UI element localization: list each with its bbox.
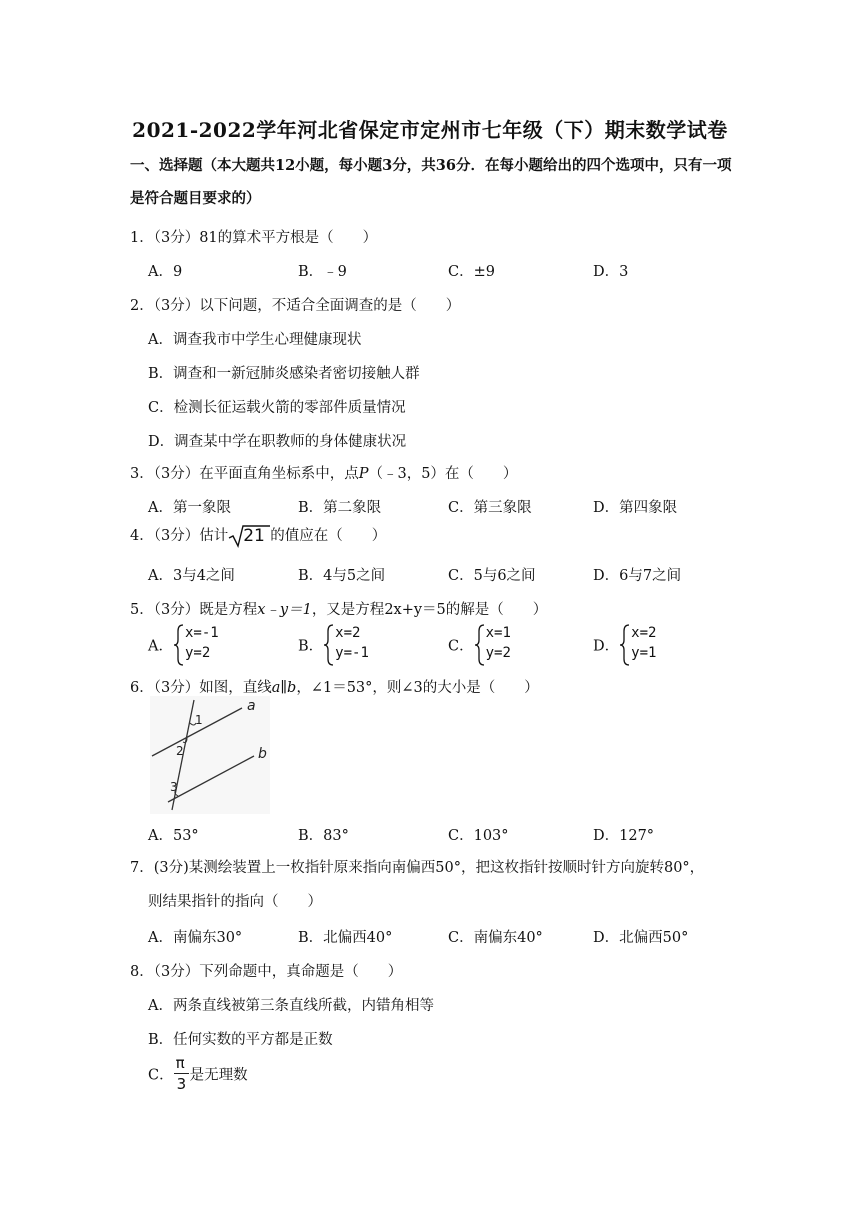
equation-system	[323, 624, 381, 666]
q5-equation-1: x﹣y＝1	[257, 602, 312, 618]
q3-stem-b: （﹣3，5）在（ ）	[368, 466, 518, 482]
sqrt-expression	[228, 524, 270, 548]
q6-parallel-lines: a∥b	[271, 680, 297, 696]
q6-stem-b: ，∠1＝53°，则∠3的大小是（ ）	[296, 680, 539, 696]
q1-option-a: A．9	[148, 264, 183, 280]
fraction-bar	[174, 1073, 189, 1074]
system-row-2: y=2	[184, 645, 211, 661]
question-5	[130, 598, 547, 619]
q4-option-a: A．3与4之间	[148, 568, 235, 584]
q8-option-c-text: 是无理数	[189, 1067, 248, 1084]
q3-stem-a: 3．（3分）在平面直角坐标系中，点	[130, 466, 359, 482]
angle-label-2: 2	[176, 744, 184, 758]
question-7: 7．(3分)某测绘装置上一枚指针原来指向南偏西50°，把这枚指针按顺时针方向旋转80°，	[130, 860, 705, 876]
system-row-1: x=2	[335, 625, 361, 641]
question-3	[130, 462, 517, 483]
parallel-lines-figure	[150, 696, 270, 814]
q6-option-b: B．83°	[298, 828, 349, 844]
q1-option-d: D．3	[593, 264, 629, 280]
q3-option-b: B．第二象限	[298, 500, 382, 516]
system-row-2: y=1	[631, 645, 657, 661]
radicand: 21	[243, 526, 265, 546]
q6-option-a: A．53°	[148, 828, 199, 844]
q6-option-c: C．103°	[448, 828, 509, 844]
q5-option-c	[448, 624, 532, 666]
question-1: 1．（3分）81的算术平方根是（ ）	[130, 230, 378, 246]
system-row-1: x=1	[485, 625, 511, 641]
question-4	[130, 524, 386, 548]
q7-option-c: C．南偏东40°	[448, 930, 543, 946]
q5-option-b-label: B．	[298, 638, 324, 655]
fraction-numerator: π	[175, 1054, 185, 1072]
question-2: 2．（3分）以下问题，不适合全面调查的是（ ）	[130, 298, 461, 314]
angle-label-3: 3	[170, 780, 178, 794]
left-brace-icon	[323, 624, 335, 666]
left-brace-icon	[474, 624, 486, 666]
q5-option-d	[593, 624, 677, 666]
q6-stem-a: 6．（3分）如图，直线	[130, 680, 272, 696]
q7-option-b: B．北偏西40°	[298, 930, 393, 946]
equation-system	[173, 624, 231, 666]
system-row-2: y=-1	[335, 645, 369, 661]
fraction-denominator: 3	[176, 1075, 187, 1093]
question-7-cont: 则结果指针的指向（ ）	[148, 894, 322, 910]
q1-option-b: B．﹣9	[298, 264, 347, 280]
q8-option-c	[148, 1054, 248, 1094]
q2-option-d: D．调查某中学在职教师的身体健康状况	[148, 434, 407, 450]
line-label-a: a	[247, 698, 256, 714]
q3-option-a: A．第一象限	[148, 500, 231, 516]
line-label-b: b	[258, 746, 267, 762]
q4-stem-b: 的值应在（ ）	[270, 528, 387, 544]
q3-option-d: D．第四象限	[593, 500, 678, 516]
q4-stem-a: 4．（3分）估计	[130, 528, 229, 544]
q5-stem-a: 5．（3分）既是方程	[130, 602, 258, 618]
q4-option-c: C．5与6之间	[448, 568, 536, 584]
question-8: 8．（3分）下列命题中，真命题是（ ）	[130, 964, 403, 980]
q5-stem-b: ，又是方程	[311, 602, 385, 618]
left-brace-icon	[173, 624, 185, 666]
angle-label-1: 1	[195, 713, 203, 727]
q2-option-c: C．检测长征运载火箭的零部件质量情况	[148, 400, 406, 416]
equation-system	[619, 624, 677, 666]
q2-option-a: A．调查我市中学生心理健康现状	[148, 332, 362, 348]
page-title: 2021-2022学年河北省保定市定州市七年级（下）期末数学试卷	[132, 118, 728, 142]
q8-option-a: A．两条直线被第三条直线所截，内错角相等	[148, 998, 434, 1014]
q3-option-c: C．第三象限	[448, 500, 532, 516]
system-row-1: x=2	[631, 625, 657, 641]
q8-option-b: B．任何实数的平方都是正数	[148, 1032, 333, 1048]
q5-option-a	[148, 624, 231, 666]
q8-option-c-label: C．	[148, 1067, 174, 1084]
q4-option-b: B．4与5之间	[298, 568, 386, 584]
left-brace-icon	[619, 624, 631, 666]
q5-option-a-label: A．	[148, 638, 173, 655]
question-6	[130, 676, 539, 697]
q2-option-b: B．调查和一新冠肺炎感染者密切接触人群	[148, 366, 420, 382]
q5-option-c-label: C．	[448, 638, 474, 655]
q1-option-c: C．±9	[448, 264, 495, 280]
fraction-pi-over-3	[174, 1054, 190, 1094]
q5-option-b	[298, 624, 381, 666]
equation-system	[474, 624, 532, 666]
q5-stem-c: 的解是（ ）	[445, 602, 548, 618]
q4-option-d: D．6与7之间	[593, 568, 682, 584]
q7-option-d: D．北偏西50°	[593, 930, 689, 946]
q6-option-d: D．127°	[593, 828, 655, 844]
system-row-2: y=2	[485, 645, 511, 661]
q3-point-var: P	[358, 466, 369, 482]
section-heading: 一、选择题（本大题共12小题，每小题3分，共36分．在每小题给出的四个选项中，只有一项是符合题目要求的）	[130, 157, 732, 207]
q5-option-d-label: D．	[593, 638, 620, 655]
q7-option-a: A．南偏东30°	[148, 930, 243, 946]
q5-equation-2: 2x+y＝5	[384, 602, 446, 618]
system-row-1: x=-1	[184, 625, 219, 641]
